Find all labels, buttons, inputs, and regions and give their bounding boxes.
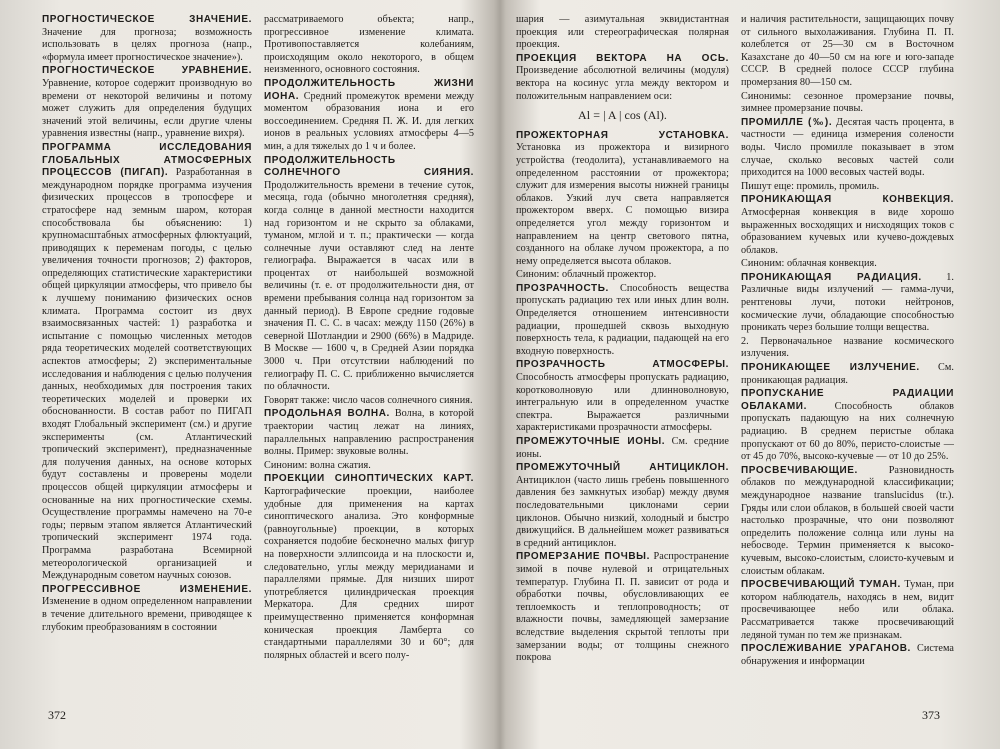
entry-headword: ПРОМЕЖУТОЧНЫЕ ИОНЫ. [516, 436, 666, 447]
entry-text: Способность атмосферы пропускать радиацию, коротковолновую или длинноволновую, интегральную или в определенном участке спектра. Выражается различными характеристиками прозрачности атмосферы. [516, 372, 729, 434]
entry-text: шария — азимутальная эквидистантная проекция или стереографическая полярная проекция. [516, 14, 729, 51]
dictionary-entry [516, 436, 729, 461]
entry-headword: ПРОНИКАЮЩЕЕ ИЗЛУЧЕНИЕ. [741, 362, 920, 374]
entry-headword: ПРОЕКЦИИ СИНОПТИЧЕСКИХ КАРТ. [264, 473, 474, 485]
dictionary-entry [741, 14, 954, 90]
entry-text: Антициклон (часто лишь гребень повышенного давления без замкнутых изобар) между двумя последовательными циклонами серии циклонов. Обычно низкий, холодный и быстро движущийся. В дальнейшем может развиваться в средний антициклон. [516, 474, 729, 549]
entry-text: Синоним: волна сжатия. [264, 459, 371, 471]
entry-headword: ПРОГНОСТИЧЕСКОЕ ЗНАЧЕНИЕ. [42, 14, 252, 25]
entry-text: Синоним: облачная конвекция. [741, 258, 877, 270]
entry-text: рассматриваемого объекта; напр., прогрессивное изменение климата. Противопоставляется колебаниям, происходящим около некоторого, в общем неизменного, основного состояния. [264, 14, 474, 76]
entry-text: 2. Первоначальное название космического излучения. [741, 335, 954, 360]
dictionary-entry [264, 460, 474, 473]
dictionary-entry [264, 14, 474, 77]
entry-text: Туман, при котором наблюдатель, находясь в нем, видит просвечивающее небо или облака. Рассматривается также просвечивающий ледяной туман по тем же признакам. [741, 579, 954, 641]
dictionary-entry [264, 473, 474, 662]
right-page [516, 14, 954, 714]
entry-text: и наличия растительности, защищающих почву от сильного выхолаживания. Глубина П. П. колеблется от 25—30 см в Восточном Казахстане до 40—50 см на юге и юго-западе СССР. В средней полосе СССР глубина промерзания 80—150 см. [741, 14, 954, 88]
entry-text: Способность облаков пропускать падающую на них солнечную радиацию. В среднем перистые облака пропускают от 60 до 80%, перисто-слоистые — от 45 до 70%, высоко-кучевые — от 10 до 25%. [741, 400, 954, 463]
entry-headword: ПРОГРЕССИВНОЕ ИЗМЕНЕНИЕ. [42, 583, 252, 595]
entry-text: Продолжительность времени в течение суток, месяца, года (обычно многолетняя средняя), когда солнце в данной местности находится над горизонтом и не скрыто за облаками, туманом, мглой и т. п.; практически — когда солнечные лучи оставляют след на ленте гелиографа. Выражается в часах или в процентах от наибольшей возможной величины (т. е. от продолжительности дня, от времени пребывания солнца над горизонтом за данный период). В Европе средние годовые значения П. С. С. в часах: между 1150 (26%) в северной Шотландии и 2900 (66%) в Мадриде. В Москве — 1600 ч, в Средней Азии порядка 3000 ч. При отсутствии наблюдений по гелиографу П. С. С. приближенно вычисляется по облачности. [264, 179, 474, 393]
entry-text: Синоним: облачный прожектор. [516, 269, 657, 281]
dictionary-entry [516, 14, 729, 52]
dictionary-entry [516, 283, 729, 359]
entry-headword: ПРОГРАММА ИССЛЕДОВАНИЯ ГЛОБАЛЬНЫХ АТМОСФЕРНЫХ ПРОЦЕССОВ (ПИГАП). [42, 141, 252, 179]
dictionary-entry [516, 551, 729, 664]
dictionary-entry [42, 14, 252, 64]
entry-headword: ПРОДОЛЖИТЕЛЬНОСТЬ ЖИЗНИ ИОНА. [264, 77, 474, 102]
entry-headword: ПРОЗРАЧНОСТЬ. [516, 282, 609, 294]
dictionary-entry [741, 272, 954, 335]
entry-text: Уравнение, которое содержит производную во времени от некоторой величины и потому может служить для определения будущих значений этой величины, если другие члены уравнения известны (напр., уравнение вихря). [42, 77, 252, 140]
entry-text: Система обнаружения и информации [741, 643, 954, 667]
entry-headword: ПРОЗРАЧНОСТЬ АТМОСФЕРЫ. [516, 359, 729, 371]
dictionary-entry [42, 142, 252, 583]
entry-headword: ПРОСЛЕЖИВАНИЕ УРАГАНОВ. [741, 643, 911, 655]
dictionary-entry [741, 643, 954, 668]
entry-text: Установка из прожектора и визирного устройства (теодолита), устанавливаемого на определенном расстоянии от прожектора; служит для измерения высоты нижней границы облаков. Узкий луч света направляется прожектором вверх. С помощью визира определяется угол между горизонтом и направлением на центр светового пятна, созданного на облаке лучом прожектора, а по нему определяется высота облаков. [516, 142, 729, 267]
entry-headword: ПРОМИЛЛЕ (‰). [741, 116, 833, 128]
entry-headword: ПРОСВЕЧИВАЮЩИЕ. [741, 464, 858, 476]
entry-text: Десятая часть процента, в частности — единица измерения солености воды. Число промилле показывает в этом случае, сколько весовых частей соли приходится на 1000 весовых частей воды. [741, 116, 954, 179]
dictionary-entry [516, 269, 729, 282]
dictionary-entry [741, 181, 954, 194]
dictionary-entry [741, 91, 954, 116]
dictionary-entry [264, 155, 474, 394]
left-page [42, 14, 474, 714]
page-number-left: 372 [48, 708, 66, 722]
dictionary-entry [741, 258, 954, 271]
entry-headword: ПРОНИКАЮЩАЯ КОНВЕКЦИЯ. [741, 194, 954, 206]
entry-text: Разработанная в международном порядке программа изучения физических процессов в тропосфере и стратосфере над земным шаром, которая способствовала бы объяснению: 1) крупномасштабных атмосферных флюктуаций, приводящих к переменам погоды, с целью увеличения точности прогнозов; 2) факторов, определяющих статистические характеристики общей циркуляции атмосферы, что привело бы к лучшему пониманию физических основ климата. Программа состоит из двух взаимосвязанных частей: 1) разработка и испытание с помощью численных методов ряда теоретических моделей соответствующих аспектов атмосферы; 2) экспериментальные исследования и наблюдения с целью получения данных, необходимых для построения таких теоретических моделей и проверки их обоснованности. В состав работ по ПИГАП входят Глобальный эксперимент (см.) и другие эксперименты (см. Атлантический тропический эксперимент), предназначенные для получения данных, на основе которых будут составлены и проверены модели процессов общей циркуляции атмосферы и основанные на них прогностические схемы. Осуществление программы намечено на 70-е годы; первым этапом является Атлантический тропический эксперимент 1974 года. Программа разработана Всемирной метеорологической организацией и Международным советом научных союзов. [42, 167, 252, 582]
entry-text: Способность вещества пропускать радиацию тех или иных длин волн. Определяется отношением интенсивности радиации, прошедшей сквозь выходную поверхность тела, к радиации, падающей на его входную поверхность. [516, 282, 729, 357]
entry-headword: ПРОСВЕЧИВАЮЩИЙ ТУМАН. [741, 579, 901, 591]
dictionary-entry [516, 53, 729, 103]
entry-headword: ПРОДОЛЖИТЕЛЬНОСТЬ СОЛНЕЧНОГО СИЯНИЯ. [264, 154, 474, 179]
dictionary-entry [741, 465, 954, 578]
right-column-2 [741, 14, 954, 704]
dictionary-entry [264, 78, 474, 154]
dictionary-entry [741, 579, 954, 642]
entry-headword: ПРОГНОСТИЧЕСКОЕ УРАВНЕНИЕ. [42, 65, 252, 77]
entry-text: Разновидность облаков по международной классификации; международное название translucidus (tr.). Гряды или слои облаков, в большей своей части настолько прозрачные, что они позволяют определить положение солнца или луны на небосводе. Термин применяется к высоко-кучевым, высоко-слоистым, слоисто-кучевым и слоистым облакам. [741, 464, 954, 577]
dictionary-entry [741, 194, 954, 257]
entry-text: Синонимы: сезонное промерзание почвы, зимнее промерзание почвы. [741, 90, 954, 115]
dictionary-entry [516, 462, 729, 550]
formula [516, 109, 729, 122]
entry-headword: ПРОПУСКАНИЕ РАДИАЦИИ ОБЛАКАМИ. [741, 388, 954, 412]
left-column-2 [264, 14, 474, 704]
entry-text: Картографические проекции, наиболее удобные для применения на картах синоптического анализа. Это конформные (равноугольные) проекции, в которых сохраняется подобие бесконечно малых фигур на поверхности эллипсоида и на плоскости и, следовательно, углы между меридианами и параллелями прямые. Для низших широт употребляется цилиндрическая проекция Меркатора. Для средних широт преимущественно применяется конформная коническая проекция Ламберта со стандартными параллелями 30 и 60°; для полярных областей и всего полу- [264, 485, 474, 661]
entry-text: Говорят также: число часов солнечного сияния. [264, 394, 473, 406]
entry-text: См. проникающая радиация. [741, 362, 954, 386]
left-column-1 [42, 14, 252, 704]
entry-headword: ПРОМЕРЗАНИЕ ПОЧВЫ. [516, 551, 650, 563]
dictionary-entry [516, 130, 729, 269]
entry-text: Произведение абсолютной величины (модуля) вектора на косинус угла между вектором и положительным направлением оси: [516, 65, 729, 102]
entry-headword: ПРОДОЛЬНАЯ ВОЛНА. [264, 408, 390, 420]
entry-headword: ПРОНИКАЮЩАЯ РАДИАЦИЯ. [741, 271, 922, 283]
dictionary-entry [741, 336, 954, 361]
formula-text: Al = | A | cos (Al). [578, 108, 667, 123]
entry-text: Атмосферная конвекция в виде хорошо выраженных восходящих и нисходящих токов с образованием кучевых или кучево-дождевых облаков. [741, 206, 954, 256]
dictionary-entry [741, 388, 954, 464]
dictionary-entry [741, 362, 954, 387]
dictionary-entry [516, 359, 729, 435]
entry-headword: ПРОЖЕКТОРНАЯ УСТАНОВКА. [516, 129, 729, 141]
entry-text: Пишут еще: промиль, промиль. [741, 180, 880, 192]
dictionary-entry [264, 395, 474, 408]
page-number-right: 373 [922, 708, 940, 722]
dictionary-entry [42, 65, 252, 141]
dictionary-entry [42, 584, 252, 634]
dictionary-entry [264, 408, 474, 458]
right-column-1 [516, 14, 729, 704]
entry-text: Значение для прогноза; возможность использовать в целях прогноза (напр., «формула имеет прогностическое значение»). [42, 26, 252, 63]
entry-text: Средний промежуток времени между моментом образования иона и его воссоединением. Средняя П. Ж. И. для легких ионов в реальных условиях атмосферы 4—5 мин, а для тяжелых до 1 ч и более. [264, 90, 474, 152]
dictionary-entry [741, 117, 954, 180]
entry-text: Изменение в одном определенном направлении в течение длительного времени, приводящее к глубоким преобразованиям в состоянии [42, 596, 252, 633]
entry-headword: ПРОЕКЦИЯ ВЕКТОРА НА ОСЬ. [516, 52, 729, 64]
entry-text: 1. Различные виды излучений — гамма-лучи, рентгеновы лучи, потоки нейтронов, космические лучи, обладающие способностью проникать через большие толщи вещества. [741, 271, 954, 334]
entry-text: Распространение зимой в почве нулевой и отрицательных температур. Глубина П. П. зависит от рода и обработки почвы, обусловливающих ее теплоемкость и теплопроводность; от влажности почвы, замедляющей замерзание вследствие выделения скрытой теплоты при замерзании воды; от толщины снежного покрова [516, 551, 729, 664]
entry-headword: ПРОМЕЖУТОЧНЫЙ АНТИЦИКЛОН. [516, 462, 729, 474]
entry-text: См. средние ионы. [516, 436, 729, 460]
entry-text: Волна, в которой траектории частиц лежат на линиях, параллельных направлению распространения волны. Пример: звуковые волны. [264, 408, 474, 458]
